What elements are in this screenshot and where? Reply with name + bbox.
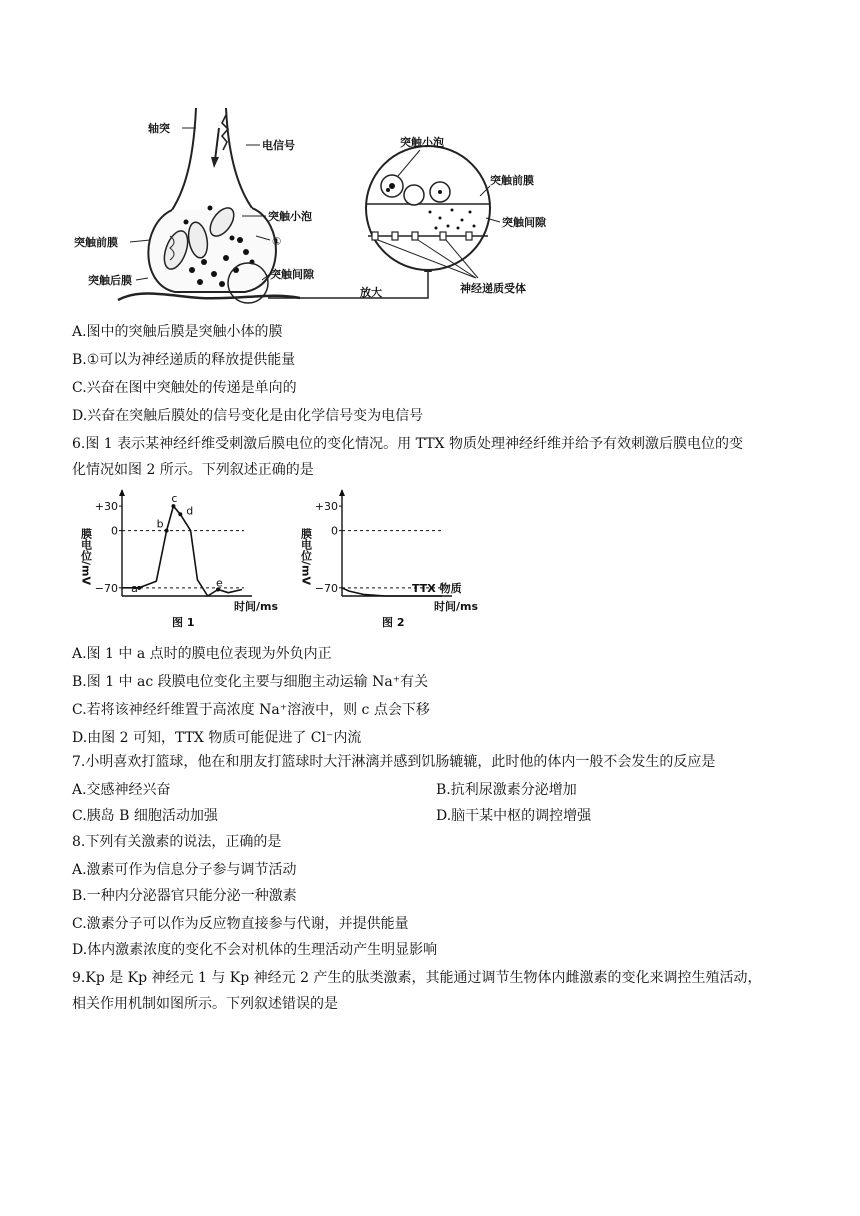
axon-left-wall xyxy=(172,108,196,210)
label-cleft-zoom: 突触间隙 xyxy=(502,216,546,229)
label-presynaptic-zoom: 突触前膜 xyxy=(490,174,534,187)
data-point xyxy=(178,512,182,516)
data-point xyxy=(165,529,169,533)
y-tick-label: −70 xyxy=(314,581,338,595)
zoom-circle xyxy=(366,146,490,270)
q6-option-c: C.若将该神经纤维置于高浓度 Na⁺溶液中，则 c 点会下移 xyxy=(72,702,430,718)
y-tick-label: 0 xyxy=(331,524,338,538)
point-label: d xyxy=(186,504,194,518)
ttx-annotation: TTX 物质 xyxy=(412,582,462,595)
q5-option-b: B.①可以为神经递质的释放提供能量 xyxy=(72,352,296,368)
point-label: c xyxy=(171,492,178,506)
label-vesicle-zoom: 突触小泡 xyxy=(400,136,444,149)
label-cleft: 突触间隙 xyxy=(270,268,314,281)
x-axis-label: 时间/ms xyxy=(434,600,479,613)
vesicle-zoom xyxy=(404,185,424,205)
q8-option-a: A.激素可作为信息分子参与调节活动 xyxy=(72,862,297,878)
label-presynaptic: 突触前膜 xyxy=(74,236,118,249)
q5-option-d: D.兴奋在突触后膜处的信号变化是由化学信号变为电信号 xyxy=(72,408,424,424)
x-axis-label: 时间/ms xyxy=(234,600,279,613)
postsynaptic-membrane xyxy=(118,294,300,300)
y-axis-arrow xyxy=(339,489,345,496)
chart-title: 图 1 xyxy=(172,616,195,629)
label-signal: 电信号 xyxy=(262,139,295,152)
y-axis-arrow xyxy=(119,489,125,496)
q7-stem: 7.小明喜欢打篮球，他在和朋友打篮球时大汗淋漓并感到饥肠辘辘，此时他的体内一般不会发生的反应是 xyxy=(72,754,716,770)
label-receptor: 神经递质受体 xyxy=(460,282,526,295)
q7-option-c: C.胰岛 B 细胞活动加强 xyxy=(72,808,218,824)
q6-option-b: B.图 1 中 ac 段膜电位变化主要与细胞主动运输 Na⁺有关 xyxy=(72,674,429,690)
q6-stem-line2: 化情况如图 2 所示。下列叙述正确的是 xyxy=(72,462,314,478)
label-zoom: 放大 xyxy=(360,286,382,299)
q7-option-d: D.脑干某中枢的调控增强 xyxy=(436,808,592,824)
synapse-figure xyxy=(0,0,860,320)
y-tick-label: +30 xyxy=(94,500,118,514)
q7-option-a: A.交感神经兴奋 xyxy=(72,782,171,798)
q9-stem-line1: 9.Kp 是 Kp 神经元 1 与 Kp 神经元 2 产生的肽类激素，其能通过调节生物体内雌激素的变化来调控生殖活动， xyxy=(72,970,762,986)
label-circle-one: ① xyxy=(272,235,282,248)
point-label: a xyxy=(131,581,138,595)
q5-option-a: A.图中的突触后膜是突触小体的膜 xyxy=(72,324,283,340)
q8-option-b: B.一种内分泌器官只能分泌一种激素 xyxy=(72,888,297,904)
point-label: e xyxy=(216,576,223,590)
chart-figure-2 xyxy=(292,488,502,630)
q8-stem: 8.下列有关激素的说法，正确的是 xyxy=(72,834,282,850)
q8-option-d: D.体内激素浓度的变化不会对机体的生理活动产生明显影响 xyxy=(72,942,438,958)
q6-option-d: D.由图 2 可知，TTX 物质可能促进了 Cl⁻内流 xyxy=(72,730,362,746)
q5-option-c: C.兴奋在图中突触处的传递是单向的 xyxy=(72,380,297,396)
y-tick-label: +30 xyxy=(314,500,338,514)
chart-title: 图 2 xyxy=(382,616,405,629)
q8-option-c: C.激素分子可以作为反应物直接参与代谢，并提供能量 xyxy=(72,916,409,932)
y-axis-label: 膜电位/mV xyxy=(79,528,93,585)
label-vesicle: 突触小泡 xyxy=(268,210,312,223)
label-axon: 轴突 xyxy=(148,122,170,135)
series-line xyxy=(122,506,242,596)
q6-option-a: A.图 1 中 a 点时的膜电位表现为外负内正 xyxy=(72,646,332,662)
y-axis-label: 膜电位/mV xyxy=(299,528,313,585)
axon-right-wall xyxy=(226,108,252,208)
q6-stem-line1: 6.图 1 表示某神经纤维受刺激后膜电位的变化情况。用 TTX 物质处理神经纤维并给予有效刺激后膜电位的变 xyxy=(72,436,743,452)
point-label: b xyxy=(156,517,164,531)
y-tick-label: −70 xyxy=(94,581,118,595)
q9-stem-line2: 相关作用机制如图所示。下列叙述错误的是 xyxy=(72,996,338,1012)
q7-option-b: B.抗利尿激素分泌增加 xyxy=(436,782,577,798)
y-tick-label: 0 xyxy=(111,524,118,538)
chart-figure-1 xyxy=(72,488,279,630)
label-postsynaptic: 突触后膜 xyxy=(88,274,132,287)
